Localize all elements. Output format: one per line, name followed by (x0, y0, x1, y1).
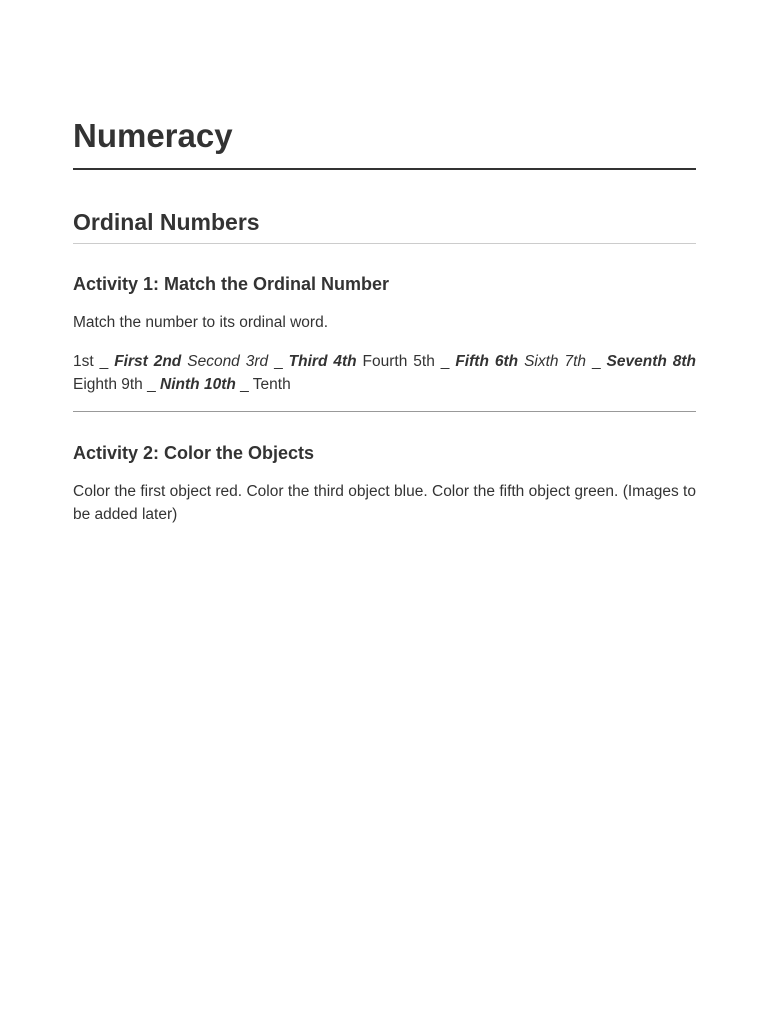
section-title: Ordinal Numbers (73, 207, 696, 244)
match-line-segment: Fifth 6th (455, 353, 519, 370)
document-content (73, 114, 696, 526)
match-line-segment: First 2nd (114, 353, 182, 370)
match-line-segment: Fourth 5th _ (356, 353, 456, 370)
match-line-segment: Sixth 7th (524, 353, 587, 370)
match-line-segment: _ (586, 353, 607, 370)
match-line-segment: 1st _ (73, 353, 115, 370)
match-line-segment: Ninth 10th (160, 376, 236, 393)
match-line-segment: Eighth 9th _ (73, 376, 161, 393)
match-line-segment: Seventh 8th (606, 353, 697, 370)
activity-2-title: Activity 2: Color the Objects (73, 443, 315, 463)
activity-1-match-line (73, 350, 696, 396)
activity-1-instruction: Match the number to its ordinal word. (73, 314, 329, 331)
match-line-segment: _ (268, 353, 289, 370)
match-line-segment: _ Tenth (235, 376, 291, 393)
activity-2-instruction: Color the first object red. Color the third object blue. Color the fifth object green. (Images to be added later) (73, 483, 696, 523)
match-line-segment: Third 4th (288, 353, 357, 370)
page-title: Numeracy (73, 114, 696, 170)
match-line-segment: Second 3rd (187, 353, 269, 370)
activity-1-title: Activity 1: Match the Ordinal Number (73, 274, 390, 294)
activity-divider (73, 411, 696, 412)
